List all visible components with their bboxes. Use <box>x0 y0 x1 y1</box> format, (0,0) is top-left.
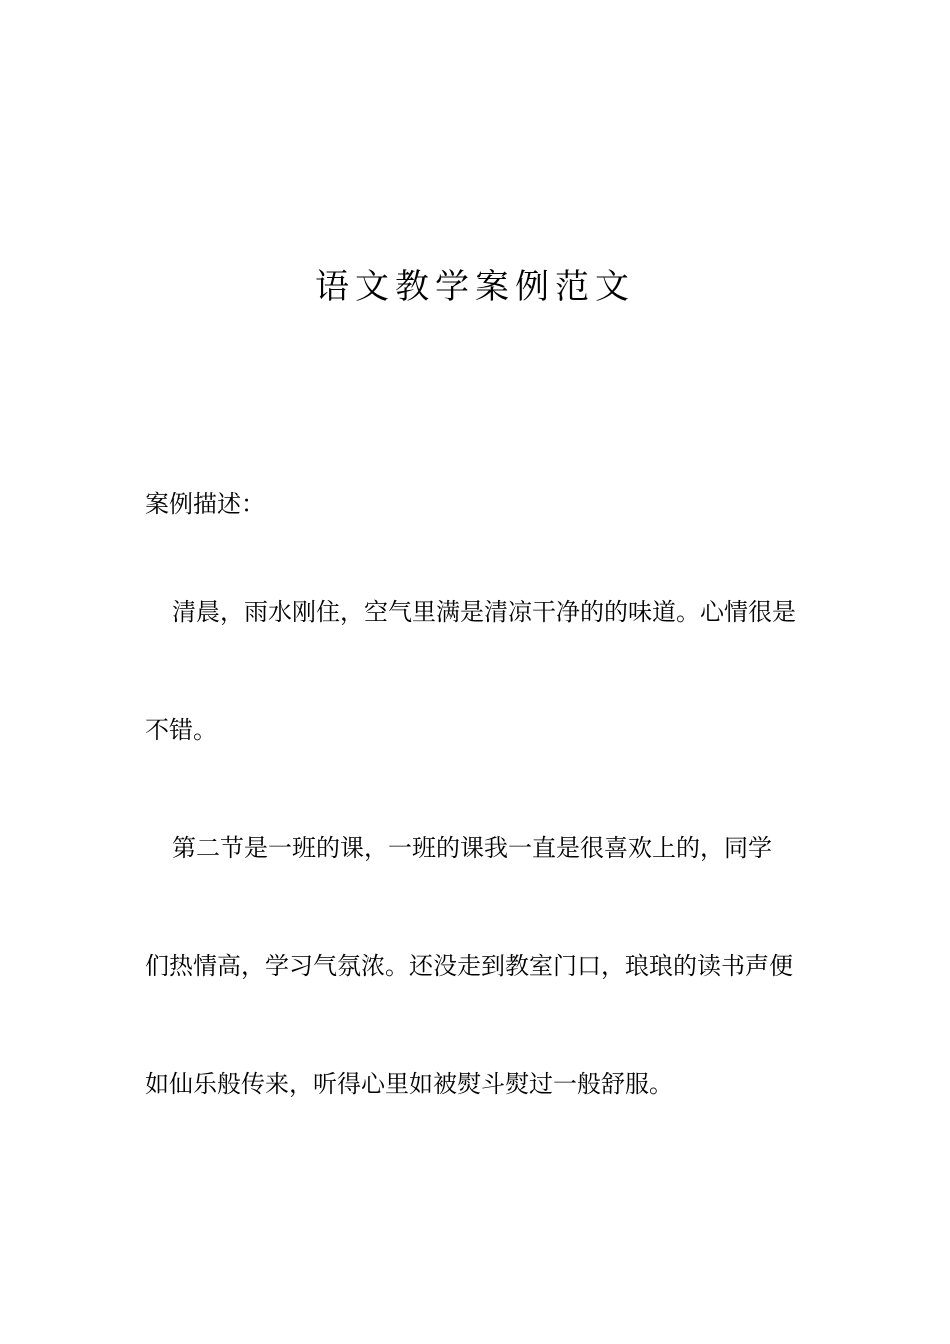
paragraph-line: 不错。 <box>145 716 217 744</box>
section-heading: 案例描述： <box>145 490 265 518</box>
paragraph-line: 清晨，雨水刚住，空气里满是清凉干净的的味道。心情很是 <box>172 598 796 626</box>
paragraph-line: 第二节是一班的课，一班的课我一直是很喜欢上的，同学 <box>172 834 772 862</box>
paragraph-line: 们热情高，学习气氛浓。还没走到教室门口，琅琅的读书声便 <box>145 952 793 980</box>
paragraph-line: 如仙乐般传来，听得心里如被熨斗熨过一般舒服。 <box>145 1070 673 1098</box>
document-title: 语文教学案例范文 <box>315 267 635 307</box>
